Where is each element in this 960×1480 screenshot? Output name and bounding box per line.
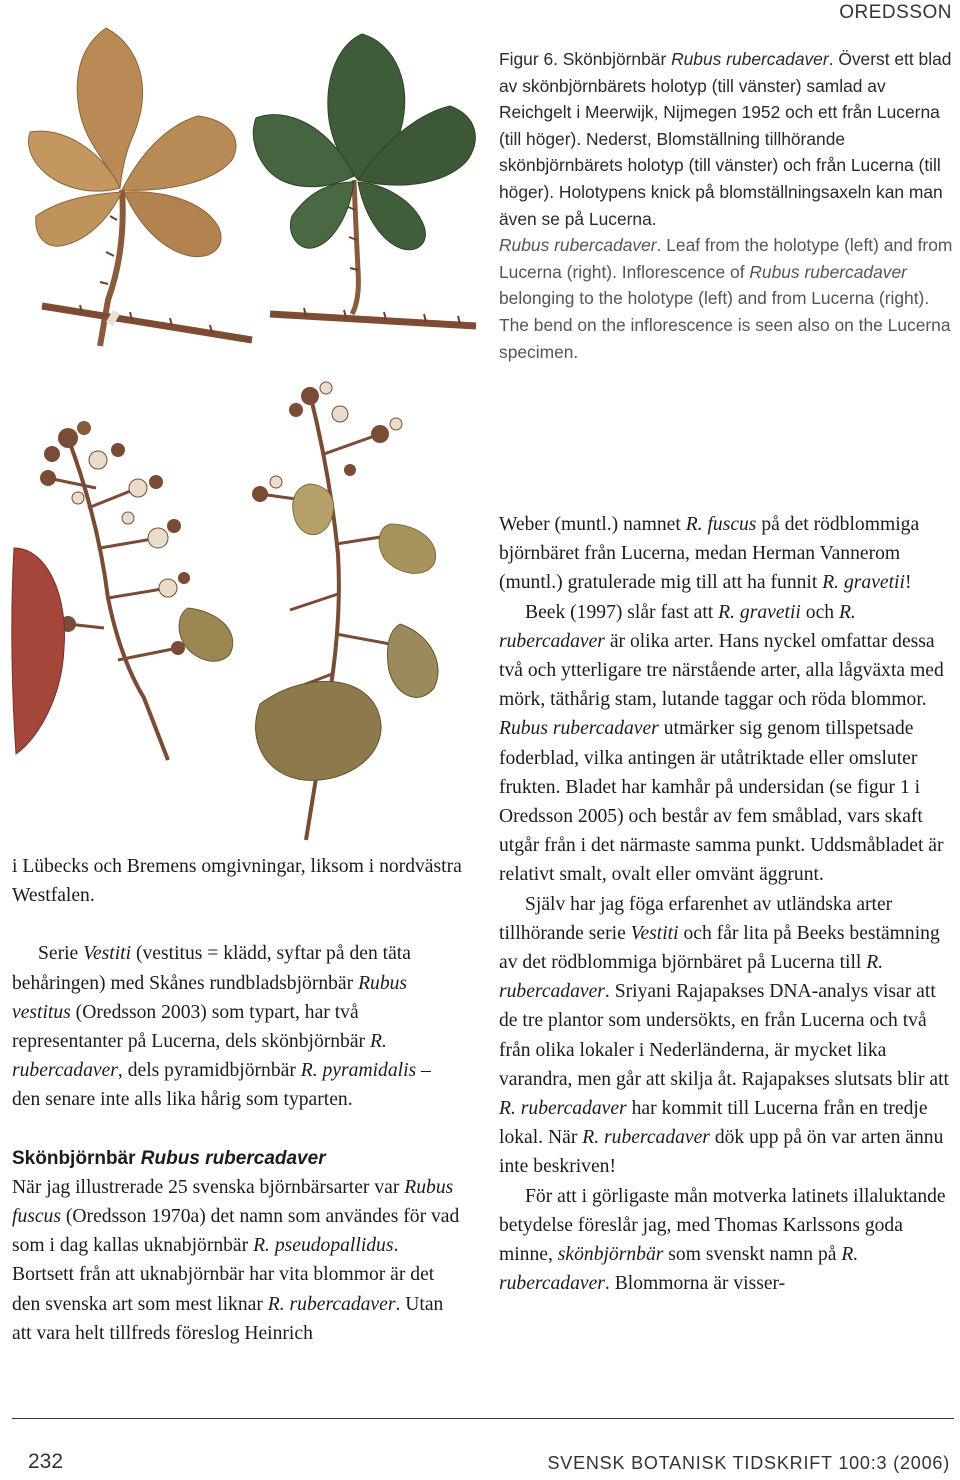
body-paragraph xyxy=(12,1173,464,1348)
text-run: – den senare inte alls lika hårig som typarten. xyxy=(12,1060,431,1111)
text-run: När jag illustrerade 25 svenska björnbärsarter var xyxy=(12,1176,405,1198)
text-run: , dels pyramidbjörnbär xyxy=(117,1060,301,1082)
footer-rule xyxy=(12,1418,954,1419)
text-run: Beek (1997) slår fast att xyxy=(525,601,719,623)
text-run: har kommit till Lucerna från en tredje lokal. När xyxy=(499,1098,928,1149)
inflorescence-lucerna-leaf-top xyxy=(293,484,334,535)
italic-text: R. rubercadaver xyxy=(499,1098,627,1120)
body-paragraph xyxy=(12,1144,464,1173)
text-run: (Oredsson 1970a) det namn som användes för vad som i dag kallas uknabjörnbär xyxy=(12,1206,460,1257)
text-run: och xyxy=(800,601,839,623)
leaflet-left-lower xyxy=(36,192,122,246)
leaf-holotype-figure xyxy=(22,20,272,350)
italic-text: Vestiti xyxy=(83,943,132,965)
journal-citation: SVENSK BOTANISK TIDSKRIFT 100:3 (2006) xyxy=(547,1453,950,1473)
inflorescence-lucerna-leaf-right xyxy=(388,624,439,697)
italic-text: skönbjörnbär xyxy=(557,1244,664,1266)
italic-text: Vestiti xyxy=(630,922,679,944)
text-run: Serie xyxy=(38,943,84,965)
left-column xyxy=(12,852,464,1348)
text-run: på det rödblommiga björnbäret från Lucerna, medan Herman Vannerom (muntl.) gratulerade mig till att ha funnit xyxy=(499,514,920,594)
italic-text: Rubus rubercadaver xyxy=(749,261,907,282)
leaflet-right-lower xyxy=(358,182,425,250)
italic-text: R. gravetii xyxy=(718,601,801,623)
figure-caption xyxy=(499,46,955,365)
text-run: Skönbjörnbär xyxy=(12,1147,141,1169)
inflorescence-lucerna-leaf-mid xyxy=(379,524,435,573)
italic-text: R. rubercadaver xyxy=(499,1244,859,1295)
italic-text: Rubus rubercadaver xyxy=(671,49,829,69)
text-run: och får lita på Beeks bestämning av det rödblommiga björnbäret på Lucerna till xyxy=(499,922,940,974)
caption-swedish xyxy=(499,46,955,232)
italic-text: R. gravetii xyxy=(822,572,905,594)
text-run: . Överst ett blad av skönbjörnbärets holotyp (till vänster) samlad av Reichgelt i Meerwijk, Nijmegen 1952 och ett från Lucerna (till höger). Nederst, Blomställning tillhörande skönbjörnbärets holotyp (till vänster) och från Lucerna (till höger). Holotypens knick på blomställningsaxeln kan man även se på Lucerna. xyxy=(499,49,952,229)
leaflet-right-lower xyxy=(124,192,221,257)
body-paragraph xyxy=(499,1182,959,1299)
italic-text: Rubus vestitus xyxy=(12,972,408,1023)
text-run: . Leaf from the holotype (left) and from Lucerna (right). Inflorescence of xyxy=(499,235,953,282)
text-run: . Blommorna är visser- xyxy=(604,1273,786,1295)
text-run: ! xyxy=(904,572,912,594)
text-run: Själv har jag föga erfarenhet av utländska arter tillhörande serie xyxy=(499,893,893,944)
italic-text: R. rubercadaver xyxy=(499,952,884,1003)
body-paragraph xyxy=(499,510,959,598)
body-paragraph xyxy=(499,598,959,890)
inflorescence-lucerna-leaf-large xyxy=(256,681,382,780)
body-paragraph xyxy=(12,939,464,1114)
body-paragraph xyxy=(499,890,959,1182)
text-run: . Utan att vara helt tillfreds föreslog Heinrich xyxy=(12,1293,444,1344)
italic-text: Rubus rubercadaver xyxy=(140,1147,326,1169)
text-run: dök upp på ön var arten ännu inte beskriven! xyxy=(499,1127,944,1178)
italic-text: R. rubercadaver xyxy=(267,1293,396,1315)
italic-text: R. rubercadaver xyxy=(499,601,856,652)
italic-text: Rubus fuscus xyxy=(12,1176,454,1228)
italic-text: Rubus rubercadaver xyxy=(499,235,657,256)
text-run: (vestitus = klädd, syftar på den täta behåringen) med Skånes rundbladsbjörnbär xyxy=(12,943,411,994)
inflorescence-lucerna-figure xyxy=(220,374,490,844)
inflorescence-holotype-leaf xyxy=(12,548,65,754)
text-run: . Bortsett från att uknabjörnbär har vita blommor är det den svenska art som mest liknar xyxy=(12,1235,435,1315)
page-number: 232 xyxy=(28,1450,64,1473)
italic-text: R. pseudopallidus xyxy=(253,1235,394,1257)
italic-text: R. rubercadaver xyxy=(582,1127,710,1149)
caption-english xyxy=(499,232,955,365)
text-run: (Oredsson 2003) som typart, har två representanter på Lucerna, dels skönbjörnbär xyxy=(12,1001,370,1053)
leaflet-right-upper xyxy=(122,116,236,190)
inflorescence-holotype-figure xyxy=(8,398,248,768)
leaflet-left-lower xyxy=(290,182,354,248)
italic-text: R. rubercadaver xyxy=(12,1031,387,1082)
text-run: Weber (muntl.) namnet xyxy=(499,514,686,535)
right-column xyxy=(499,510,959,1298)
text-run: är olika arter. Hans nyckel omfattar dessa två och ytterligare tre närstående arter, alla lågväxta med mörk, täthårig stam, lutande taggar och röda blommor. xyxy=(499,630,944,711)
italic-text: R. fuscus xyxy=(685,514,757,535)
text-run: som svenskt namn på xyxy=(663,1244,842,1266)
text-run: . Sriyani Rajapakses DNA-analys visar att de tre plantor som undersökts, en från Lucerna och två från olika lokaler i Nederländerna, är mycket lika varandra, men går att skilja åt. Rajapakses slutsats blir att xyxy=(499,981,949,1090)
text-run: i Lübecks och Bremens omgivningar, liksom i nordvästra Westfalen. xyxy=(12,856,462,907)
text-run: utmärker sig genom tillspetsade foderblad, vilka antingen är utåtriktade eller omsluter frukten. Bladet har kamhår på undersidan (se figur 1 i Oredsson 2005) och består av fem småblad, vars skaft utgår från i det närmaste samma punkt. Uddsmåbladet är relativt smalt, ovalt eller omvänt äggrunt. xyxy=(499,718,944,886)
text-run: För att i görligaste mån motverka latinets illaluktande betydelse föreslår jag, med Thomas Karlssons goda minne, xyxy=(499,1185,946,1266)
body-paragraph xyxy=(12,852,464,910)
running-head: OREDSSON xyxy=(839,2,952,23)
italic-text: Rubus rubercadaver xyxy=(499,718,659,740)
text-run: Figur 6. Skönbjörnbär xyxy=(499,49,672,69)
italic-text: R. pyramidalis xyxy=(300,1060,417,1082)
leaf-lucerna-figure xyxy=(246,30,496,350)
text-run: belonging to the holotype (left) and from Lucerna (right). The bend on the inflorescence is seen also on the Lucerna specimen. xyxy=(499,288,951,362)
